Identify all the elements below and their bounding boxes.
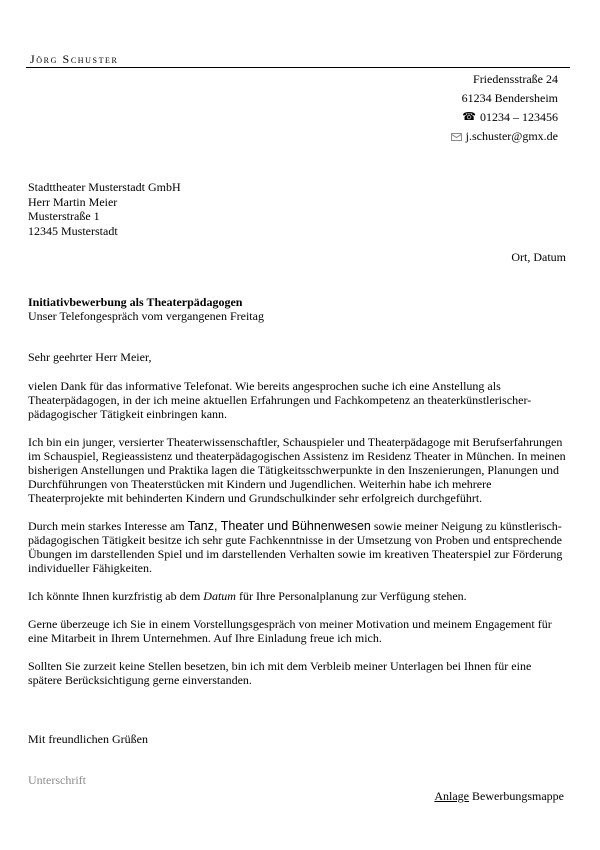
attachment-line (434, 789, 564, 804)
sender-address (451, 70, 558, 146)
paragraph-6: Sollten Sie zurzeit keine Stellen besetzen, bin ich mit dem Verbleib meiner Unterlagen bei Ihnen für eine spätere Berücksichtigung gerne einverstanden. (28, 659, 532, 687)
sender-city: 61234 Bendersheim (461, 91, 558, 105)
paragraph-2: Ich bin ein junger, versierter Theaterwissenschaftler, Schauspieler und Theaterpädagoge mit Berufserfahrungen im Schauspiel, Regieassistenz und theaterpädagogischen Assistenz im Residenz Theater in München. In meinen bisherigen Anstellungen und Praktika lagen die Tätigkeitsschwerpunkte in den Inszenierungen, Planungen und Durchführungen von Theaterstücken mit Kindern und Jugendlichen. Weiterhin habe ich mehrere Theaterprojekte mit behinderten Kindern und Grundschulkinder sehr erfolgreich durchgeführt. (28, 435, 566, 505)
sender-email-row (451, 127, 558, 146)
paragraph-3-start: Durch mein starkes Interesse am (28, 519, 188, 533)
paragraph-1: vielen Dank für das informative Telefonat. Wie bereits angesprochen suche ich eine Anstellung als Theaterpädagogen, in der ich meine aktuellen Erfahrungen und Fachkompetenz an theaterkünstlerischer-pädagogischer Tätigkeit einbringen kann. (28, 379, 532, 421)
sender-email[interactable]: j.schuster@gmx.de (465, 129, 558, 143)
recipient-city: 12345 Musterstadt (28, 223, 118, 238)
phone-icon: ☎ (462, 111, 476, 123)
attachment-text: Bewerbungsmappe (469, 789, 564, 803)
letterhead-rule (26, 67, 570, 68)
letterhead-name: Jörg Schuster (30, 52, 119, 66)
paragraph-4-start: Ich könnte Ihnen kurzfristig ab dem (28, 589, 204, 603)
letter-body (28, 350, 568, 701)
place-date: Ort, Datum (511, 250, 566, 264)
recipient-company: Stadttheater Musterstadt GmbH (28, 180, 181, 194)
subject-block (28, 295, 264, 323)
paragraph-4-date: Datum (203, 589, 236, 603)
sender-phone: 01234 – 123456 (480, 110, 558, 124)
signature-placeholder: Unterschrift (28, 773, 86, 787)
recipient-address (28, 180, 181, 238)
salutation: Sehr geehrter Herr Meier, (28, 350, 152, 364)
sender-phone-row (451, 108, 558, 127)
paragraph-5: Gerne überzeuge ich Sie in einem Vorstellungsgespräch von meiner Motivation und meinem Engagement für eine Mitarbeit in Ihrem Unternehmen. Auf Ihre Einladung freue ich mich. (28, 617, 552, 645)
paragraph-3 (28, 519, 568, 575)
mail-icon (451, 133, 462, 141)
subject-title: Initiativbewerbung als Theaterpädagogen (28, 295, 243, 309)
recipient-person: Herr Martin Meier (28, 194, 118, 209)
closing: Mit freundlichen Grüßen (28, 732, 148, 746)
subject-subtitle: Unser Telefongespräch vom vergangenen Freitag (28, 309, 264, 323)
sender-street: Friedensstraße 24 (473, 72, 558, 86)
paragraph-4-end: für Ihre Personalplanung zur Verfügung stehen. (235, 589, 467, 603)
paragraph-3-end: sowie meiner Neigung zu künstlerisch-pädagogischen Tätigkeit besitze ich sehr gute Fachkenntnisse in der Umsetzung von Proben und entsprechende Übungen im darstellenden Spiel und im darstellenden Verhalten sowie im kreativen Theaterspiel zur Förderung individueller Fähigkeiten. (28, 519, 563, 575)
paragraph-4 (28, 589, 568, 603)
recipient-street: Musterstraße 1 (28, 209, 100, 223)
paragraph-3-highlight: Tanz, Theater und Bühnenwesen (187, 519, 371, 533)
attachment-label: Anlage (434, 789, 470, 803)
